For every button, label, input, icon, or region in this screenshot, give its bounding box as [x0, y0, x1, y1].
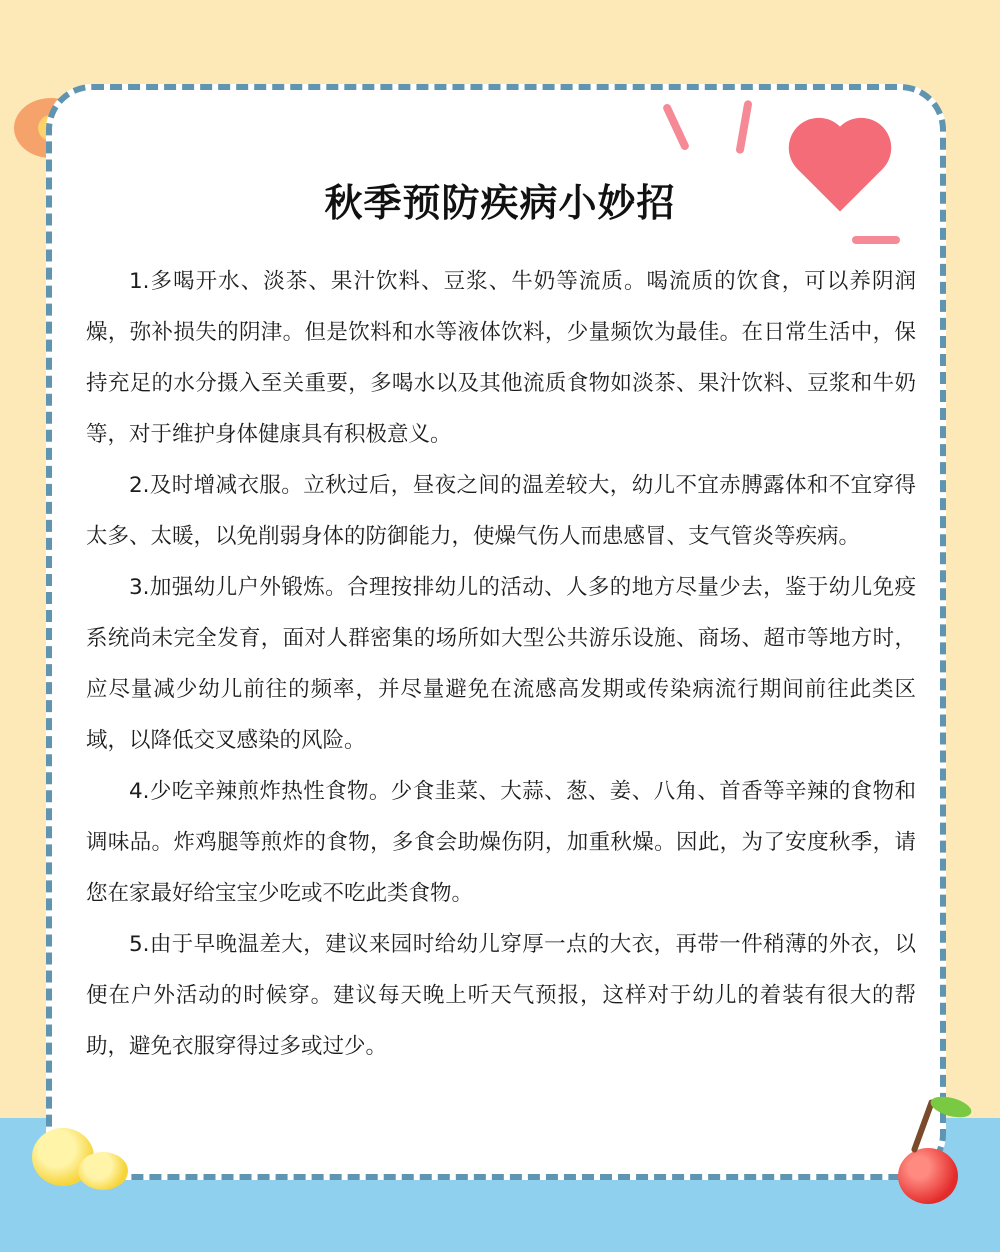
lemon-icon	[78, 1152, 128, 1190]
paragraph-2: 2.及时增减衣服。立秋过后，昼夜之间的温差较大，幼儿不宜赤膊露体和不宜穿得太多、太暖，以免削弱身体的防御能力，使燥气伤人而患感冒、支气管炎等疾病。	[86, 473, 916, 549]
article-body	[86, 256, 916, 1072]
paragraph-3: 3.加强幼儿户外锻炼。合理按排幼儿的活动、人多的地方尽量少去，鉴于幼儿免疫系统尚未完全发育，面对人群密集的场所如大型公共游乐设施、商场、超市等地方时，应尽量减少幼儿前往的频率，并尽量避免在流感高发期或传染病流行期间前往此类区域，以降低交叉感染的风险。	[86, 575, 916, 753]
paragraph-5: 5.由于早晚温差大，建议来园时给幼儿穿厚一点的大衣，再带一件稍薄的外衣，以便在户外活动的时候穿。建议每天晚上听天气预报，这样对于幼儿的着装有很大的帮助，避免衣服穿得过多或过少。	[86, 932, 916, 1059]
page-title: 秋季预防疾病小妙招	[324, 181, 676, 225]
paragraph-4: 4.少吃辛辣煎炸热性食物。少食韭菜、大蒜、葱、姜、八角、首香等辛辣的食物和调味品。炸鸡腿等煎炸的食物，多食会助燥伤阴，加重秋燥。因此，为了安度秋季，请您在家最好给宝宝少吃或不吃此类食物。	[86, 779, 916, 906]
cherry-icon	[898, 1148, 958, 1204]
paragraph-1: 1.多喝开水、淡茶、果汁饮料、豆浆、牛奶等流质。喝流质的饮食，可以养阴润燥，弥补损失的阴津。但是饮料和水等液体饮料，少量频饮为最佳。在日常生活中，保持充足的水分摄入至关重要，多喝水以及其他流质食物如淡茶、果汁饮料、豆浆和牛奶等，对于维护身体健康具有积极意义。	[86, 269, 916, 447]
sparkle-line-icon	[852, 236, 900, 244]
